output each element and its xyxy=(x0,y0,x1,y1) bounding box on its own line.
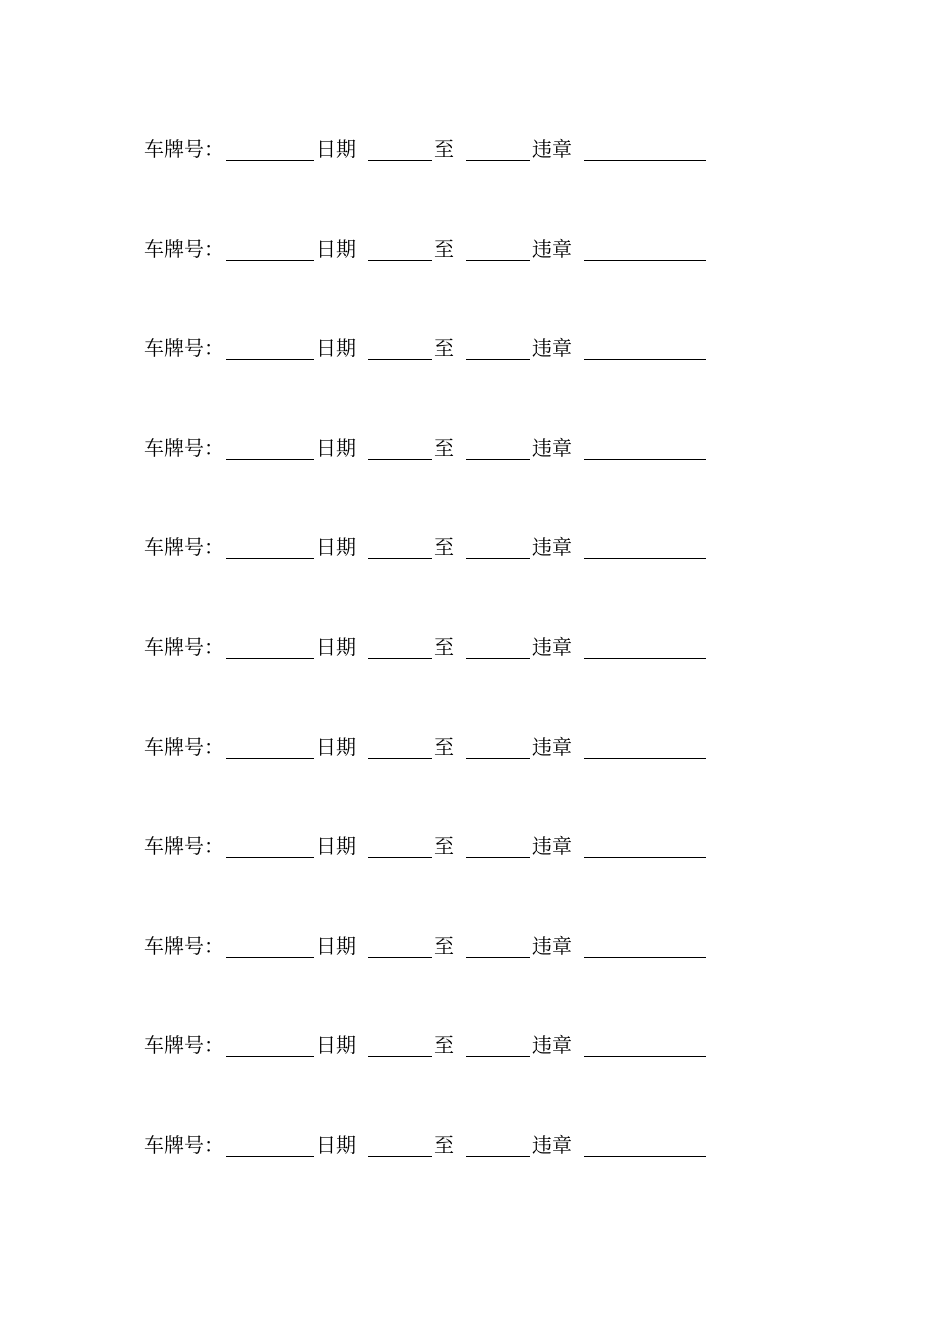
date-label: 日期 xyxy=(316,634,356,659)
plate-number-blank[interactable] xyxy=(226,132,314,161)
date-from-blank[interactable] xyxy=(368,1128,432,1157)
date-from-blank[interactable] xyxy=(368,232,432,261)
date-from-blank[interactable] xyxy=(368,431,432,460)
form-row xyxy=(144,331,764,431)
date-to-blank[interactable] xyxy=(466,1028,530,1057)
date-to-blank[interactable] xyxy=(466,929,530,958)
violation-blank[interactable] xyxy=(584,331,706,360)
date-from-blank[interactable] xyxy=(368,331,432,360)
violation-label: 违章 xyxy=(532,634,572,659)
plate-number-label: 车牌号： xyxy=(144,236,224,261)
violation-label: 违章 xyxy=(532,1033,572,1058)
date-to-blank[interactable] xyxy=(466,829,530,858)
date-label: 日期 xyxy=(316,834,356,859)
violation-blank[interactable] xyxy=(584,1028,706,1057)
to-label: 至 xyxy=(434,435,454,460)
violation-label: 违章 xyxy=(532,137,572,161)
plate-number-blank[interactable] xyxy=(226,530,314,559)
date-from-blank[interactable] xyxy=(368,829,432,858)
plate-number-label: 车牌号： xyxy=(144,336,224,361)
violation-label: 违章 xyxy=(532,933,572,958)
violation-blank[interactable] xyxy=(584,630,706,659)
plate-number-blank[interactable] xyxy=(226,829,314,858)
violation-label: 违章 xyxy=(532,236,572,261)
to-label: 至 xyxy=(434,734,454,759)
form-row xyxy=(144,132,764,232)
date-from-blank[interactable] xyxy=(368,929,432,958)
date-label: 日期 xyxy=(316,435,356,460)
form-row xyxy=(144,431,764,531)
plate-number-label: 车牌号： xyxy=(144,634,224,659)
plate-number-label: 车牌号： xyxy=(144,1132,224,1157)
to-label: 至 xyxy=(434,933,454,958)
violation-blank[interactable] xyxy=(584,1128,706,1157)
to-label: 至 xyxy=(434,336,454,361)
form-row xyxy=(144,1128,764,1228)
form-row xyxy=(144,829,764,929)
date-to-blank[interactable] xyxy=(466,232,530,261)
form-row xyxy=(144,232,764,332)
to-label: 至 xyxy=(434,236,454,261)
to-label: 至 xyxy=(434,1132,454,1157)
form-row xyxy=(144,929,764,1029)
violation-label: 违章 xyxy=(532,1132,572,1157)
date-to-blank[interactable] xyxy=(466,530,530,559)
violation-label: 违章 xyxy=(532,734,572,759)
date-from-blank[interactable] xyxy=(368,132,432,161)
violation-blank[interactable] xyxy=(584,530,706,559)
plate-number-label: 车牌号： xyxy=(144,1033,224,1058)
date-label: 日期 xyxy=(316,236,356,261)
date-label: 日期 xyxy=(316,1132,356,1157)
date-from-blank[interactable] xyxy=(368,530,432,559)
date-to-blank[interactable] xyxy=(466,1128,530,1157)
date-from-blank[interactable] xyxy=(368,730,432,759)
violation-blank[interactable] xyxy=(584,232,706,261)
date-to-blank[interactable] xyxy=(466,331,530,360)
to-label: 至 xyxy=(434,137,454,161)
form-row xyxy=(144,530,764,630)
plate-number-blank[interactable] xyxy=(226,1028,314,1057)
date-from-blank[interactable] xyxy=(368,1028,432,1057)
date-label: 日期 xyxy=(316,336,356,361)
violation-label: 违章 xyxy=(532,535,572,560)
plate-number-label: 车牌号： xyxy=(144,137,224,161)
plate-number-blank[interactable] xyxy=(226,431,314,460)
plate-number-blank[interactable] xyxy=(226,929,314,958)
plate-number-label: 车牌号： xyxy=(144,535,224,560)
date-to-blank[interactable] xyxy=(466,132,530,161)
date-label: 日期 xyxy=(316,535,356,560)
violation-label: 违章 xyxy=(532,435,572,460)
plate-number-blank[interactable] xyxy=(226,232,314,261)
violation-label: 违章 xyxy=(532,834,572,859)
plate-number-blank[interactable] xyxy=(226,730,314,759)
to-label: 至 xyxy=(434,834,454,859)
to-label: 至 xyxy=(434,535,454,560)
date-label: 日期 xyxy=(316,933,356,958)
plate-number-label: 车牌号： xyxy=(144,834,224,859)
plate-number-blank[interactable] xyxy=(226,1128,314,1157)
vehicle-violation-form xyxy=(144,132,764,1228)
form-row xyxy=(144,1028,764,1128)
plate-number-label: 车牌号： xyxy=(144,734,224,759)
date-to-blank[interactable] xyxy=(466,431,530,460)
date-label: 日期 xyxy=(316,1033,356,1058)
plate-number-label: 车牌号： xyxy=(144,435,224,460)
date-label: 日期 xyxy=(316,137,356,161)
form-row xyxy=(144,730,764,830)
violation-blank[interactable] xyxy=(584,431,706,460)
violation-blank[interactable] xyxy=(584,829,706,858)
violation-blank[interactable] xyxy=(584,929,706,958)
date-from-blank[interactable] xyxy=(368,630,432,659)
plate-number-blank[interactable] xyxy=(226,630,314,659)
to-label: 至 xyxy=(434,634,454,659)
date-to-blank[interactable] xyxy=(466,630,530,659)
violation-label: 违章 xyxy=(532,336,572,361)
plate-number-blank[interactable] xyxy=(226,331,314,360)
violation-blank[interactable] xyxy=(584,730,706,759)
to-label: 至 xyxy=(434,1033,454,1058)
date-label: 日期 xyxy=(316,734,356,759)
date-to-blank[interactable] xyxy=(466,730,530,759)
plate-number-label: 车牌号： xyxy=(144,933,224,958)
form-row xyxy=(144,630,764,730)
violation-blank[interactable] xyxy=(584,132,706,161)
